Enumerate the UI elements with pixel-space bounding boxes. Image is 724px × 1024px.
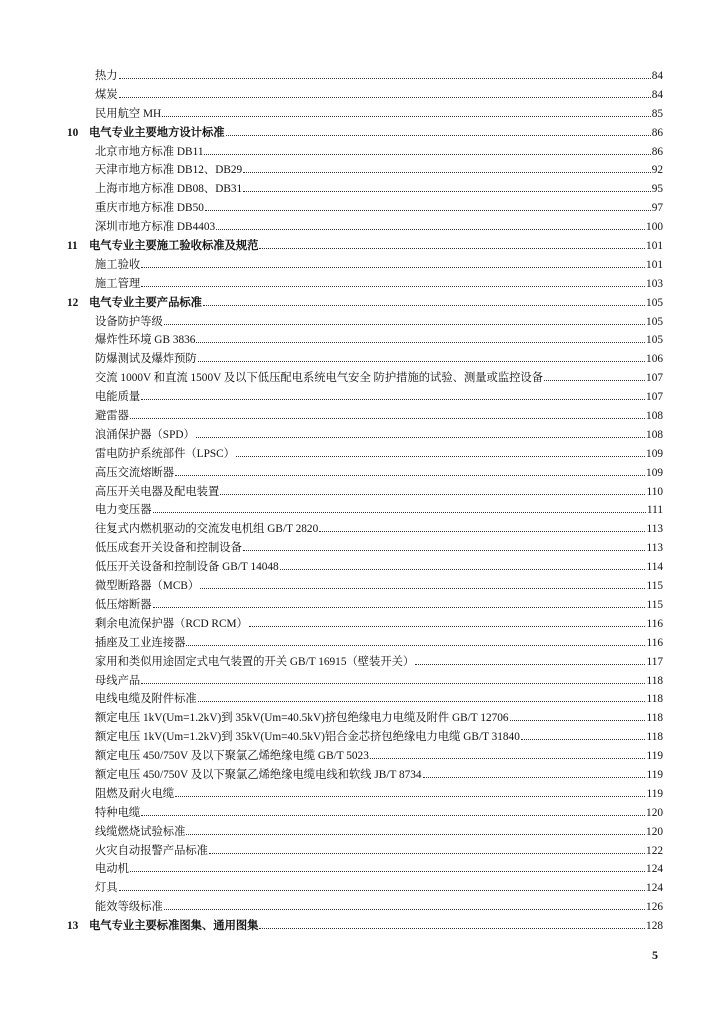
- toc-page-number: 120: [646, 806, 663, 819]
- toc-entry-title: 阻燃及耐火电缆: [95, 787, 175, 800]
- toc-chapter-number: 13: [67, 920, 79, 933]
- toc-page-number: 108: [646, 428, 663, 441]
- toc-dot-leader: [216, 220, 645, 230]
- toc-dot-leader: [164, 315, 645, 325]
- toc-page-number: 120: [646, 825, 663, 838]
- toc-dot-leader: [423, 768, 646, 778]
- toc-dot-leader: [186, 825, 645, 835]
- toc-dot-leader: [243, 182, 651, 192]
- toc-section-entry[interactable]: [67, 520, 663, 539]
- toc-section-entry[interactable]: [67, 331, 663, 350]
- toc-page-number: 116: [646, 636, 663, 649]
- toc-entry-title: 施工管理: [95, 277, 141, 290]
- toc-entry-title: 线缆燃烧试验标准: [95, 825, 186, 838]
- toc-page-number: 101: [646, 240, 663, 253]
- toc-page-number: 122: [646, 844, 663, 857]
- toc-section-entry[interactable]: [67, 596, 663, 615]
- toc-section-entry[interactable]: [67, 256, 663, 275]
- toc-section-entry[interactable]: [67, 218, 663, 237]
- toc-entry-title: 电气专业主要施工验收标准及规范: [89, 240, 259, 253]
- toc-dot-leader: [220, 485, 645, 495]
- toc-dot-leader: [119, 881, 645, 891]
- toc-entry-title: 插座及工业连接器: [95, 636, 186, 649]
- toc-dot-leader: [162, 107, 650, 117]
- toc-entry-title: 电动机: [95, 863, 129, 876]
- toc-chapter-number: 12: [67, 296, 79, 309]
- toc-page-number: 108: [646, 410, 663, 423]
- toc-dot-leader: [141, 806, 645, 816]
- toc-dot-leader: [280, 560, 646, 570]
- toc-dot-leader: [153, 503, 646, 513]
- toc-section-entry[interactable]: [67, 350, 663, 369]
- page-number: 5: [652, 948, 658, 962]
- toc-page-number: 113: [646, 523, 663, 536]
- toc-section-entry[interactable]: [67, 728, 663, 747]
- toc-dot-leader: [141, 390, 645, 400]
- toc-entry-title: 低压成套开关设备和控制设备: [95, 542, 242, 555]
- toc-page-number: 115: [646, 598, 663, 611]
- toc-entry-title: 天津市地方标准 DB12、DB29: [95, 164, 243, 177]
- toc-page-number: 114: [646, 561, 663, 574]
- toc-entry-title: 爆炸性环境 GB 3836: [95, 334, 196, 347]
- toc-page-number: 118: [646, 674, 663, 687]
- toc-dot-leader: [209, 844, 645, 854]
- toc-entry-title: 电线电缆及附件标准: [95, 693, 197, 706]
- toc-page-number: 117: [646, 655, 663, 668]
- toc-section-entry[interactable]: [67, 445, 663, 464]
- toc-page-number: 128: [646, 920, 663, 933]
- toc-section-entry[interactable]: [67, 558, 663, 577]
- toc-entry-title: 电气专业主要地方设计标准: [89, 126, 225, 139]
- toc-page-number: 86: [651, 145, 663, 158]
- toc-section-entry[interactable]: [67, 879, 663, 898]
- toc-section-entry[interactable]: [67, 388, 663, 407]
- toc-entry-title: 家用和类似用途固定式电气装置的开关 GB/T 16915（壁装开关）: [95, 655, 415, 668]
- toc-page-number: 100: [646, 221, 663, 234]
- toc-dot-leader: [196, 428, 645, 438]
- toc-entry-title: 能效等级标准: [95, 901, 163, 914]
- toc-page-number: 95: [651, 183, 663, 196]
- toc-section-entry[interactable]: [67, 501, 663, 520]
- toc-chapter-entry[interactable]: [67, 237, 663, 256]
- toc-chapter-entry[interactable]: [67, 917, 663, 936]
- toc-section-entry[interactable]: [67, 483, 663, 502]
- toc-dot-leader: [119, 69, 651, 79]
- toc-entry-title: 施工验收: [95, 258, 141, 271]
- toc-dot-leader: [196, 333, 645, 343]
- toc-page-number: 107: [646, 391, 663, 404]
- toc-dot-leader: [243, 541, 646, 551]
- toc-dot-leader: [319, 522, 645, 532]
- toc-page-number: 105: [646, 334, 663, 347]
- toc-dot-leader: [259, 919, 645, 929]
- toc-entry-title: 火灾自动报警产品标准: [95, 844, 208, 857]
- toc-section-entry[interactable]: [67, 785, 663, 804]
- toc-page-number: 116: [646, 617, 663, 630]
- toc-dot-leader: [198, 692, 646, 702]
- toc-page-number: 124: [646, 882, 663, 895]
- toc-section-entry[interactable]: [67, 180, 663, 199]
- toc-section-entry[interactable]: [67, 634, 663, 653]
- toc-dot-leader: [370, 749, 646, 759]
- toc-entry-title: 额定电压 1kV(Um=1.2kV)到 35kV(Um=40.5kV)挤包绝缘电力电缆及附件 GB/T 12706: [95, 712, 509, 725]
- toc-page-number: 113: [646, 542, 663, 555]
- toc-dot-leader: [521, 730, 646, 740]
- toc-page-number: 109: [646, 466, 663, 479]
- toc-entry-title: 母线产品: [95, 674, 141, 687]
- toc-entry-title: 北京市地方标准 DB11: [95, 145, 204, 158]
- toc-page-number: 97: [651, 202, 663, 215]
- toc-section-entry[interactable]: [67, 105, 663, 124]
- toc-dot-leader: [236, 447, 645, 457]
- toc-section-entry[interactable]: [67, 747, 663, 766]
- toc-entry-title: 微型断路器（MCB）: [95, 580, 200, 593]
- toc-dot-leader: [175, 787, 645, 797]
- toc-page-number: 105: [646, 315, 663, 328]
- toc-entry-title: 浪涌保护器（SPD）: [95, 428, 195, 441]
- toc-entry-title: 特种电缆: [95, 806, 141, 819]
- toc-dot-leader: [130, 862, 645, 872]
- toc-section-entry[interactable]: [67, 672, 663, 691]
- toc-page-number: 92: [651, 164, 663, 177]
- toc-page-number: 111: [646, 504, 663, 517]
- toc-dot-leader: [186, 636, 645, 646]
- toc-dot-leader: [204, 145, 650, 155]
- toc-section-entry[interactable]: [67, 653, 663, 672]
- toc-page-number: 119: [646, 750, 663, 763]
- toc-section-entry[interactable]: [67, 313, 663, 332]
- toc-page-number: 119: [646, 787, 663, 800]
- toc-entry-title: 电气专业主要标准图集、通用图集: [89, 920, 259, 933]
- toc-chapter-entry[interactable]: [67, 294, 663, 313]
- toc-page-number: 109: [646, 447, 663, 460]
- toc-dot-leader: [141, 277, 645, 287]
- toc-page-number: 85: [651, 107, 663, 120]
- toc-section-entry[interactable]: [67, 860, 663, 879]
- toc-dot-leader: [243, 163, 651, 173]
- toc-page-number: 110: [646, 485, 663, 498]
- toc-entry-title: 设备防护等级: [95, 315, 163, 328]
- toc-chapter-entry[interactable]: [67, 124, 663, 143]
- toc-section-entry[interactable]: [67, 199, 663, 218]
- toc-section-entry[interactable]: [67, 577, 663, 596]
- toc-dot-leader: [544, 371, 645, 381]
- toc-entry-title: 上海市地方标准 DB08、DB31: [95, 183, 243, 196]
- toc-chapter-number: 11: [67, 240, 78, 253]
- toc-section-entry[interactable]: [67, 709, 663, 728]
- toc-dot-leader: [153, 598, 646, 608]
- toc-entry-title: 煤炭: [95, 88, 118, 101]
- toc-page-number: 84: [651, 70, 663, 82]
- toc-page-number: 86: [651, 126, 663, 139]
- toc-entry-title: 电气专业主要产品标准: [89, 296, 202, 309]
- toc-dot-leader: [141, 258, 645, 268]
- toc-entry-title: 重庆市地方标准 DB50: [95, 202, 204, 215]
- toc-page-number: 106: [646, 353, 663, 366]
- toc-section-entry[interactable]: [67, 275, 663, 294]
- toc-entry-title: 交流 1000V 和直流 1500V 及以下低压配电系统电气安全 防护措施的试验、测量或监控设备: [95, 372, 544, 385]
- toc-section-entry[interactable]: [67, 67, 663, 86]
- toc-entry-title: 避雷器: [95, 410, 129, 423]
- toc-dot-leader: [130, 409, 645, 419]
- toc-entry-title: 往复式内燃机驱动的交流发电机组 GB/T 2820: [95, 523, 319, 536]
- toc-dot-leader: [141, 674, 645, 684]
- toc-section-entry[interactable]: [67, 842, 663, 861]
- toc-entry-title: 额定电压 450/750V 及以下聚氯乙烯绝缘电缆电线和软线 JB/T 8734: [95, 768, 422, 781]
- toc-dot-leader: [175, 466, 645, 476]
- toc-dot-leader: [198, 352, 645, 362]
- toc-entry-title: 高压开关电器及配电装置: [95, 485, 220, 498]
- toc-entry-title: 低压开关设备和控制设备 GB/T 14048: [95, 561, 279, 574]
- toc-section-entry[interactable]: [67, 143, 663, 162]
- toc-entry-title: 雷电防护系统部件（LPSC）: [95, 447, 235, 460]
- toc-entry-title: 电能质量: [95, 391, 141, 404]
- toc-dot-leader: [200, 579, 645, 589]
- toc-entry-title: 额定电压 1kV(Um=1.2kV)到 35kV(Um=40.5kV)铝合金芯挤包绝缘电力电缆 GB/T 31840: [95, 731, 520, 744]
- toc-dot-leader: [259, 239, 645, 249]
- toc-page-number: 126: [646, 901, 663, 914]
- toc-chapter-number: 10: [67, 126, 79, 139]
- toc-page-number: 103: [646, 277, 663, 290]
- toc-dot-leader: [510, 711, 646, 721]
- toc-dot-leader: [119, 88, 651, 98]
- toc-section-entry[interactable]: [67, 690, 663, 709]
- toc-page-number: 84: [651, 88, 663, 101]
- toc-section-entry[interactable]: [67, 369, 663, 388]
- toc-section-entry[interactable]: [67, 161, 663, 180]
- toc-dot-leader: [415, 655, 645, 665]
- toc-entry-title: 电力变压器: [95, 504, 152, 517]
- toc-page-number: 118: [646, 712, 663, 725]
- table-of-contents: [67, 67, 663, 936]
- toc-dot-leader: [249, 617, 646, 627]
- toc-page-number: 115: [646, 580, 663, 593]
- toc-entry-title: 民用航空 MH: [95, 107, 162, 120]
- toc-section-entry[interactable]: [67, 426, 663, 445]
- toc-entry-title: 剩余电流保护器（RCD RCM）: [95, 617, 248, 630]
- toc-entry-title: 额定电压 450/750V 及以下聚氯乙烯绝缘电缆 GB/T 5023: [95, 750, 369, 763]
- toc-section-entry[interactable]: [67, 615, 663, 634]
- toc-entry-title: 热力: [95, 70, 118, 82]
- toc-dot-leader: [164, 900, 645, 910]
- toc-entry-title: 高压交流熔断器: [95, 466, 175, 479]
- toc-section-entry[interactable]: [67, 86, 663, 105]
- toc-page-number: 118: [646, 731, 663, 744]
- toc-page-number: 105: [646, 296, 663, 309]
- toc-section-entry[interactable]: [67, 464, 663, 483]
- toc-section-entry[interactable]: [67, 823, 663, 842]
- toc-entry-title: 低压熔断器: [95, 598, 152, 611]
- toc-entry-title: 防爆测试及爆炸预防: [95, 353, 197, 366]
- toc-dot-leader: [203, 296, 645, 306]
- toc-dot-leader: [226, 126, 651, 136]
- toc-dot-leader: [205, 201, 651, 211]
- toc-section-entry[interactable]: [67, 766, 663, 785]
- toc-page-number: 107: [646, 372, 663, 385]
- toc-section-entry[interactable]: [67, 804, 663, 823]
- toc-page-number: 124: [646, 863, 663, 876]
- toc-section-entry[interactable]: [67, 407, 663, 426]
- toc-page-number: 119: [646, 768, 663, 781]
- toc-page-number: 118: [646, 693, 663, 706]
- toc-section-entry[interactable]: [67, 898, 663, 917]
- toc-entry-title: 深圳市地方标准 DB4403: [95, 221, 216, 234]
- toc-page-number: 101: [646, 258, 663, 271]
- toc-section-entry[interactable]: [67, 539, 663, 558]
- toc-entry-title: 灯具: [95, 882, 118, 895]
